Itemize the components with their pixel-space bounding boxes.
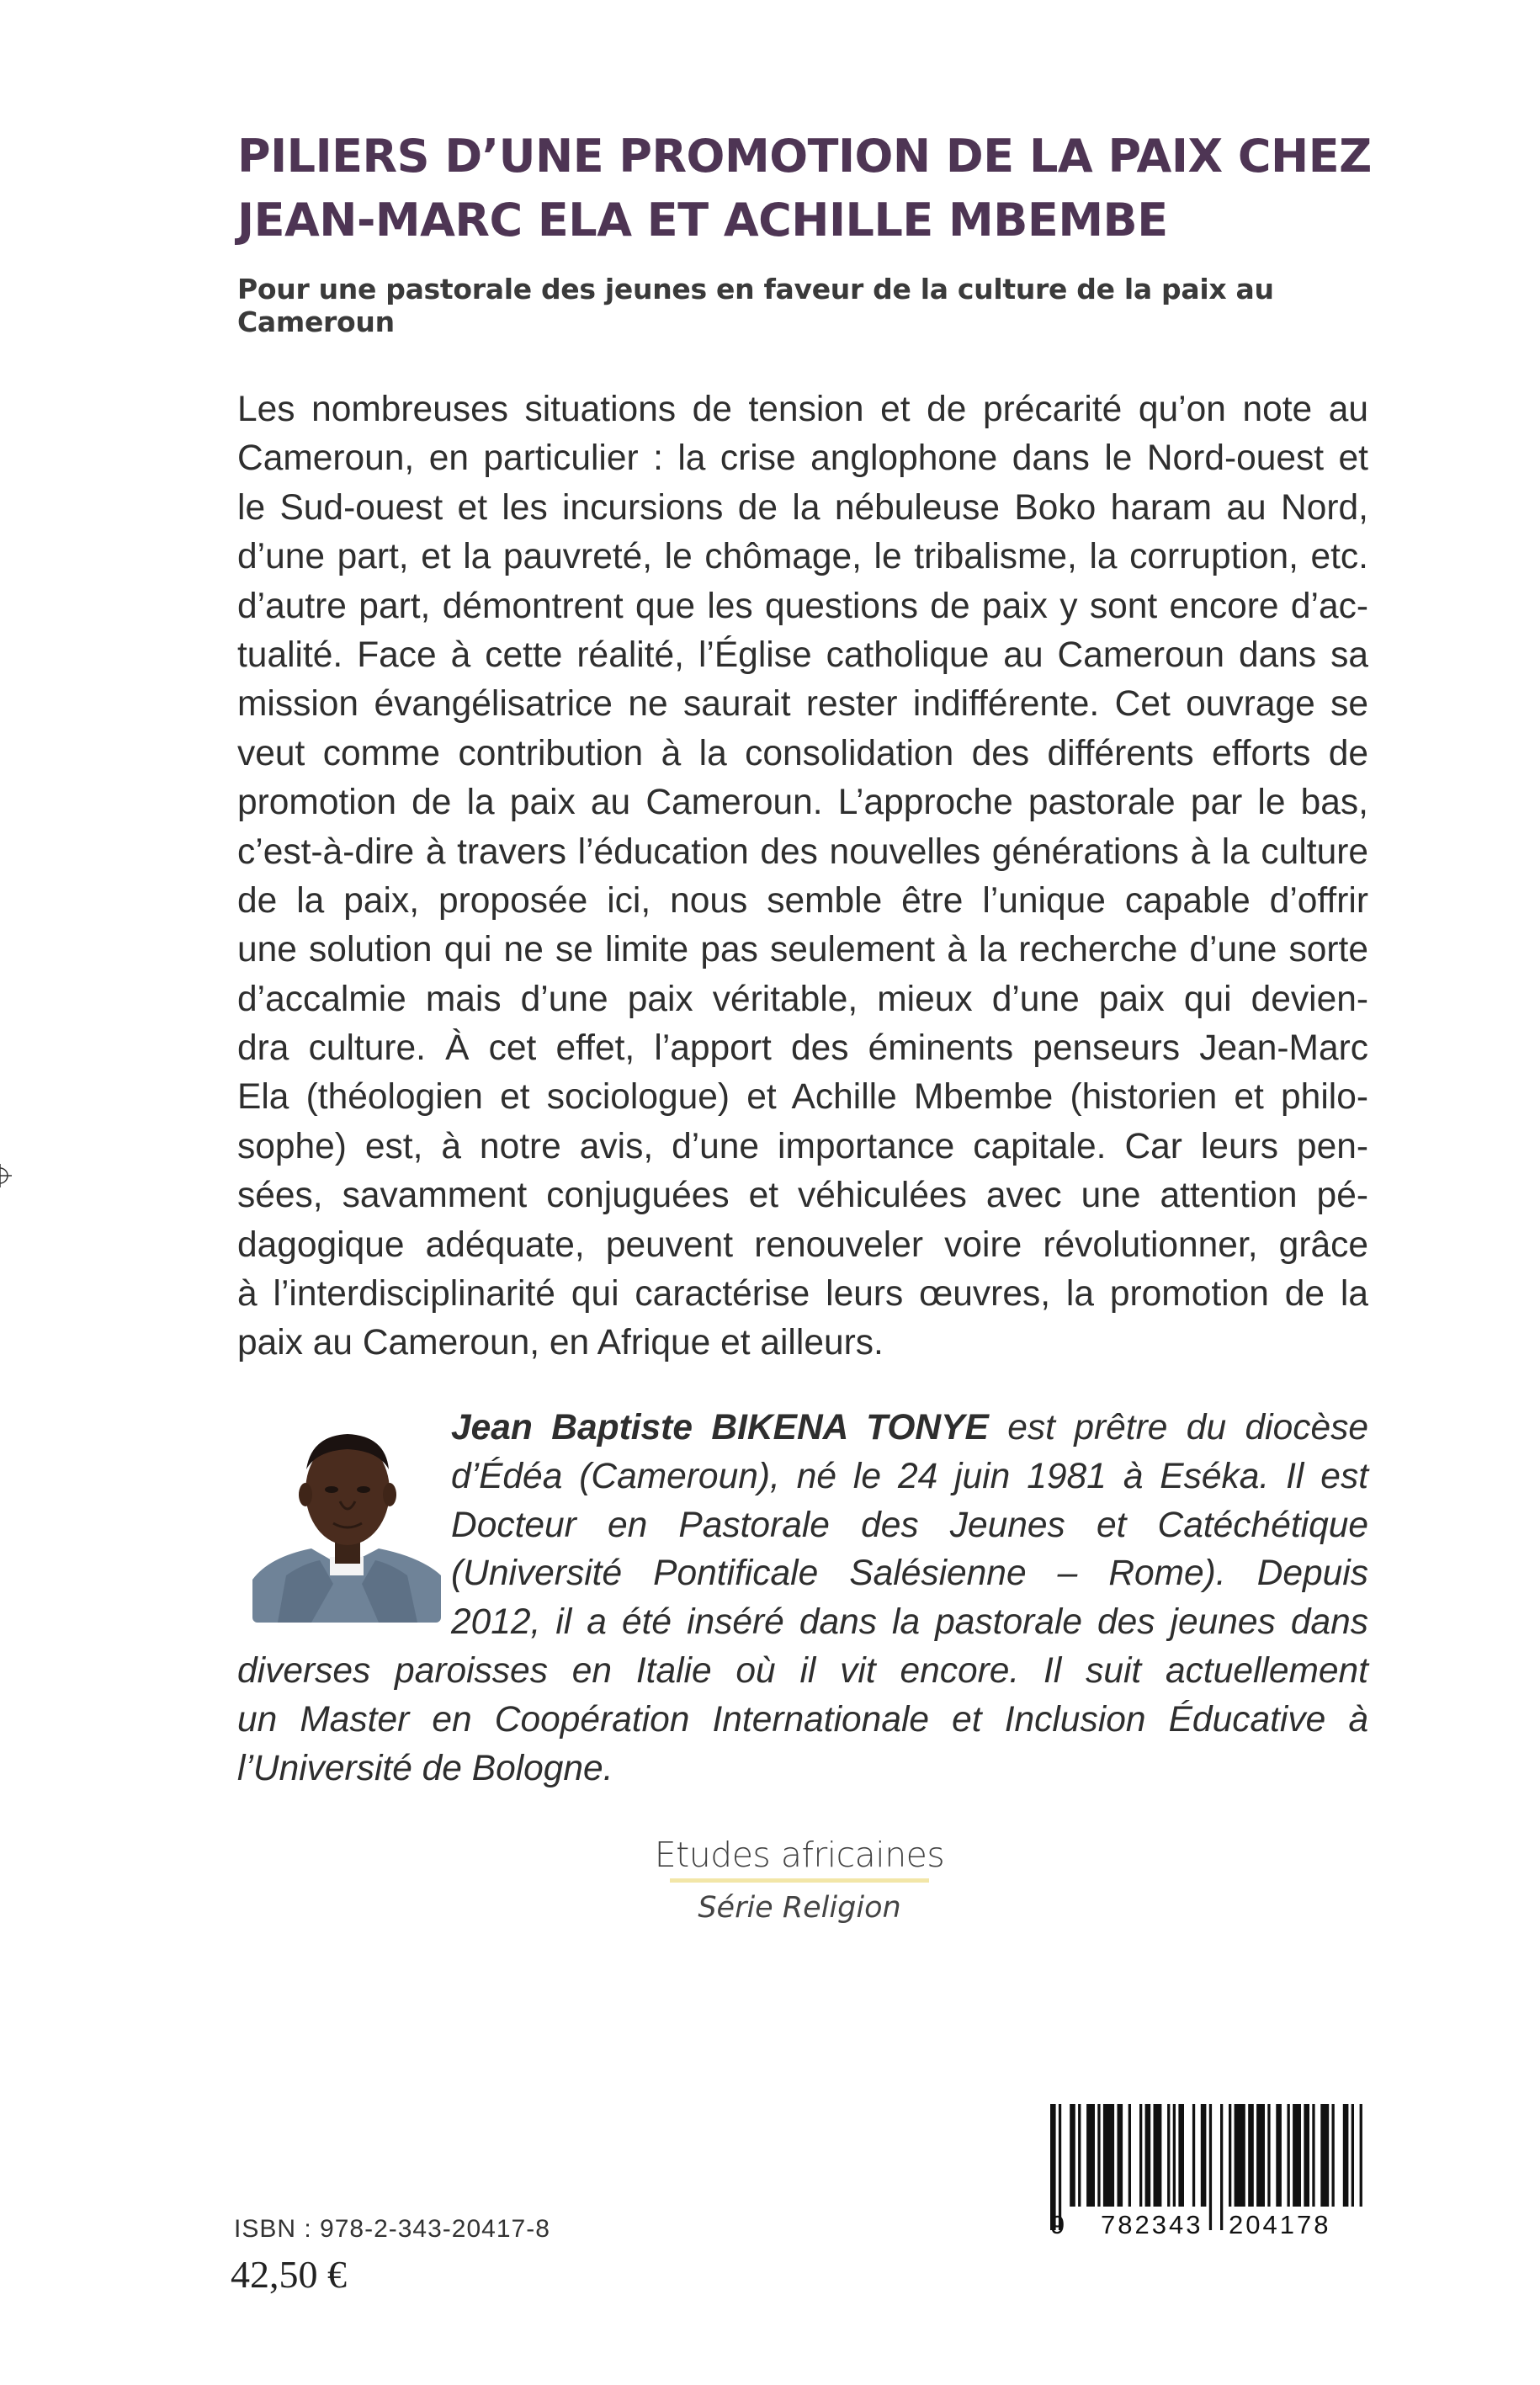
barcode-bar [1118,2104,1123,2207]
barcode-digit-first: 9 [1050,2210,1065,2239]
book-title [237,125,1415,252]
barcode-bar [1154,2104,1162,2207]
collection-name: Etudes africaines [654,1835,945,1875]
summary-line: dra culture. À cet effet, l’apport des éminents penseurs Jean-Marc [237,1028,1368,1069]
barcode-bar [1209,2104,1212,2230]
barcode-bar [1320,2104,1329,2207]
barcode-bar [1173,2104,1176,2207]
barcode-bar [1343,2104,1349,2207]
isbn: ISBN : 978-2-343-20417-8 [234,2215,550,2243]
summary-line: de la paix, proposée ici, nous semble être l’unique capable d’offrir [237,880,1368,921]
bio-line: d’Édéa (Cameroun), né le 24 juin 1981 à Eséka. Il est [451,1456,1368,1496]
barcode-bar [1332,2104,1335,2207]
barcode-bar [1267,2104,1270,2207]
barcode-bar [1288,2104,1290,2207]
summary-line: d’autre part, démontrent que les questions de paix y sont encore d’ac- [237,586,1368,626]
summary-line: tualité. Face à cette réalité, l’Église catholique au Cameroun dans sa [237,635,1368,675]
barcode-group-left: 782343 [1101,2210,1203,2239]
barcode-bar [1086,2104,1095,2207]
barcode-bar [1167,2104,1170,2207]
summary-line: sophe) est, à notre avis, d’une importance capitale. Car leurs pen- [237,1126,1368,1166]
summary-line: à l’interdisciplinarité qui caractérise leurs œuvres, la promotion de la [237,1274,1368,1315]
barcode-bar [1201,2104,1207,2207]
bio-line: diverses paroisses en Italie où il vit encore. Il suit actuellement [237,1650,1368,1691]
summary-line: dagogique adéquate, peuvent renouveler voire révolutionner, grâce [237,1224,1368,1265]
collection-divider [670,1878,929,1883]
bio-line: Docteur en Pastorale des Jeunes et Catéchétique [451,1505,1368,1545]
summary-line: sées, savamment conjuguées et véhiculées avec une attention pé- [237,1176,1368,1216]
book-title-line-1: PILIERS D’UNE PROMOTION DE LA PAIX CHEZ [237,130,1372,183]
book-title-line-2: JEAN-MARC ELA ET ACHILLE MBEMBE [237,194,1168,247]
barcode-bar [1360,2104,1362,2207]
summary-line: veut comme contribution à la consolidation des différents efforts de [237,733,1368,773]
summary-paragraph [237,385,1368,1368]
barcode-group-right: 204178 [1229,2210,1331,2239]
barcode-bar [1145,2104,1151,2207]
price: 42,50 € [231,2253,347,2296]
barcode-bar [1229,2104,1231,2207]
series-name: Série Religion [698,1891,901,1925]
barcode-bar [1312,2104,1314,2207]
barcode-bar [1078,2104,1081,2207]
barcode-bar [1256,2104,1265,2207]
summary-line: c’est-à-dire à travers l’éducation des nouvelles générations à la culture [237,831,1368,872]
barcode-bar [1192,2104,1195,2207]
summary-line: une solution qui ne se limite pas seulement à la recherche d’une sorte [237,930,1368,970]
barcode-bar [1351,2104,1354,2207]
barcode-bar [1235,2104,1245,2207]
barcode-bar [1070,2104,1075,2207]
barcode-bar [1103,2104,1114,2207]
barcode-bar [1276,2104,1282,2207]
bio-first-line-text: est prêtre du diocèse [988,1408,1368,1447]
summary-line: paix au Cameroun, en Afrique et ailleurs. [237,1323,884,1363]
barcode-bar [1248,2104,1254,2207]
summary-line: Cameroun, en particulier : la crise anglophone dans le Nord-ouest et [237,438,1368,479]
summary-line: promotion de la paix au Cameroun. L’approche pastorale par le bas, [237,783,1368,823]
bio-line: 2012, il a été inséré dans la pastorale des jeunes dans [451,1602,1368,1643]
barcode-bar [1139,2104,1142,2207]
book-subtitle: Pour une pastorale des jeunes en faveur de la culture de la paix au Cameroun [237,273,1274,338]
crop-mark-icon [0,1164,12,1187]
summary-line: d’une part, et la pauvreté, le chômage, le tribalisme, la corruption, etc. [237,537,1368,577]
summary-line: le Sud-ouest et les incursions de la nébuleuse Boko haram au Nord, [237,487,1368,528]
barcode-bar [1128,2104,1131,2207]
author-name: Jean Baptiste BIKENA TONYE [451,1408,989,1447]
summary-line: Les nombreuses situations de tension et de précarité qu’on note au [237,390,1368,429]
barcode-bar [1097,2104,1100,2207]
collection-block [589,1835,1010,1925]
barcode-bar [1293,2104,1301,2207]
summary-line: mission évangélisatrice ne saurait rester indifférente. Cet ouvrage se [237,684,1368,725]
barcode-bar [1178,2104,1184,2207]
barcode-bar [1220,2104,1223,2230]
summary-line: Ela (théologien et sociologue) et Achille Mbembe (historien et philo- [237,1077,1368,1118]
bio-line: l’Université de Bologne. [237,1748,613,1788]
bio-line-first [451,1404,1368,1453]
barcode-bar [1304,2104,1309,2207]
bio-line: un Master en Coopération Internationale et Inclusion Éducative à [237,1699,1368,1740]
summary-line: d’accalmie mais d’une paix véritable, mieux d’une paix qui devien- [237,979,1368,1019]
author-bio [237,1404,1368,1793]
bio-line: (Université Pontificale Salésienne – Rome). Depuis [451,1554,1368,1594]
